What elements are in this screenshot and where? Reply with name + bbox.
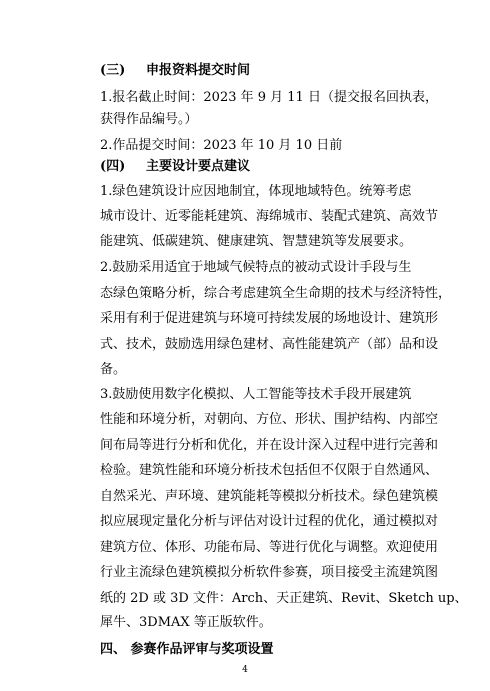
s4-item3-line9: 纸的 2D 或 3D 文件：Arch、天正建筑、Revit、Sketch up、 <box>100 591 468 606</box>
section-4-number: (四) <box>100 159 126 174</box>
s4-item1-line3: 能建筑、低碳建筑、健康建筑、智慧建筑等发展要求。 <box>100 234 413 249</box>
s4-item3-line8: 行业主流绿色建筑模拟分析软件参赛，项目接受主流建筑图 <box>100 565 439 580</box>
page-number: 4 <box>242 665 248 675</box>
s4-item2-line4: 式、技术，鼓励选用绿色建材、高性能建筑产（部）品和设 <box>100 337 439 352</box>
section-four-heading: 四、 参赛作品评审与奖项设置 <box>100 642 274 657</box>
s3-item1-line1: 1.报名截止时间：2023 年 9 月 11 日（提交报名回执表， <box>100 90 438 105</box>
s4-item3-line4: 检验。建筑性能和环境分析技术包括但不仅限于自然通风、 <box>100 463 439 478</box>
s4-item3-line5: 自然采光、声环境、建筑能耗等模拟分析技术。绿色建筑模 <box>100 489 439 504</box>
s4-item3-line6: 拟应展现定量化分析与评估对设计过程的优化，通过模拟对 <box>100 514 439 529</box>
s4-item1-line1: 1.绿色建筑设计应因地制宜，体现地域特色。统筹考虑 <box>100 184 412 199</box>
section-4-heading <box>100 157 410 177</box>
section-3-number: (三) <box>100 63 126 78</box>
s4-item3-line1: 3.鼓励使用数字化模拟、人工智能等技术手段开展建筑 <box>100 387 412 402</box>
s4-item2-line3: 采用有利于促进建筑与环境可持续发展的场地设计、建筑形 <box>100 311 439 326</box>
section-4-title: 主要设计要点建议 <box>146 159 251 174</box>
s4-item2-line5: 备。 <box>100 362 127 377</box>
s4-item3-line10: 犀牛、3DMAX 等正版软件。 <box>100 615 272 630</box>
s4-item2-line2: 态绿色策略分析，综合考虑建筑全生命期的技术与经济特性， <box>100 286 452 301</box>
s4-item2-line1: 2.鼓励采用适宜于地域气候特点的被动式设计手段与生 <box>100 260 412 275</box>
s4-item1-line2: 城市设计、近零能耗建筑、海绵城市、装配式建筑、高效节 <box>100 209 439 224</box>
s3-item2-line1: 2.作品提交时间：2023 年 10 月 10 日前 <box>100 138 343 153</box>
section-3-title: 申报资料提交时间 <box>146 63 251 78</box>
section-3-heading <box>100 61 410 81</box>
s3-item1-line2: 获得作品编号。） <box>100 112 198 127</box>
s4-item3-line7: 建筑方位、体形、功能布局、等进行优化与调整。欢迎使用 <box>100 540 439 555</box>
s4-item3-line3: 间布局等进行分析和优化，并在设计深入过程中进行完善和 <box>100 438 439 453</box>
s4-item3-line2: 性能和环境分析，对朝向、方位、形状、围护结构、内部空 <box>100 412 439 427</box>
